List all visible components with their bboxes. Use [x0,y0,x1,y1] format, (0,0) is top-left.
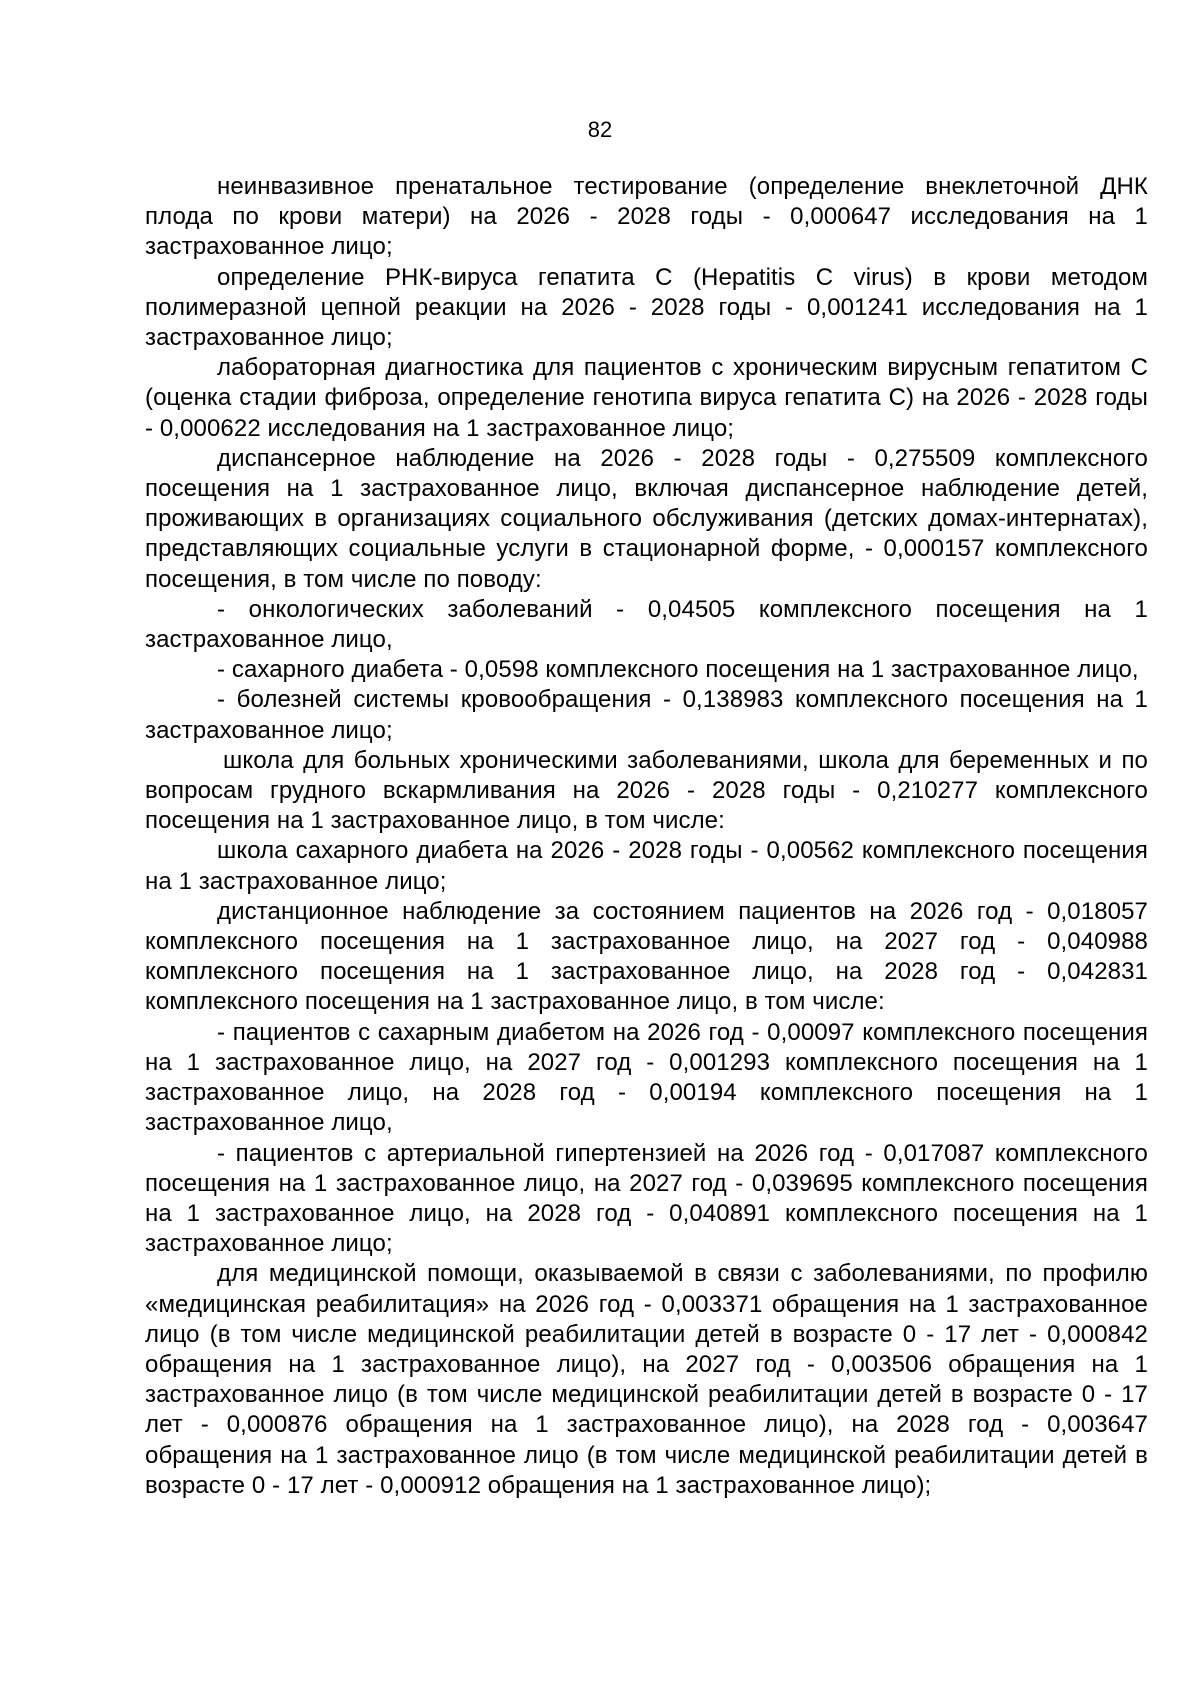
paragraph-remote-monitoring: дистанционное наблюдение за состоянием пациентов на 2026 год - 0,018057 комплексного посещения на 1 застрахованное лицо, на 2027 год - 0,040988 комплексного посещения на 1 застрахованное лицо, на 2028 год - 0,042831 комплексного посещения на 1 застрахованное лицо, в том числе: [145,897,1148,1016]
list-item-oncology: - онкологических заболеваний - 0,04505 комплексного посещения на 1 застрахованное лицо, [145,595,1148,654]
list-item-remote-hypertension: - пациентов с артериальной гипертензией на 2026 год - 0,017087 комплексного посещения на 1 застрахованное лицо, на 2027 год - 0,039695 комплексного посещения на 1 застрахованное лицо, на 2028 год - 0,040891 комплексного посещения на 1 застрахованное лицо; [145,1139,1148,1258]
paragraph-dispensary-observation: диспансерное наблюдение на 2026 - 2028 годы - 0,275509 комплексного посещения на 1 застрахованное лицо, включая диспансерное наблюдение детей, проживающих в организациях социального обслуживания (детских домах-интернатах), представляющих социальные услуги в стационарной форме, - 0,000157 комплексного посещения, в том числе по поводу: [145,444,1148,593]
document-body [145,172,1148,1501]
paragraph-patient-schools: школа для больных хроническими заболеваниями, школа для беременных и по вопросам грудного вскармливания на 2026 - 2028 годы - 0,210277 комплексного посещения на 1 застрахованное лицо, в том числе: [145,746,1148,835]
list-item-circulatory-diseases: - болезней системы кровообращения - 0,138983 комплексного посещения на 1 застрахованное лицо; [145,686,1148,744]
paragraph-medical-rehabilitation: для медицинской помощи, оказываемой в связи с заболеваниями, по профилю «медицинская реабилитация» на 2026 год - 0,003371 обращения на 1 застрахованное лицо (в том числе медицинской реабилитации детей в возрасте 0 - 17 лет - 0,000842 обращения на 1 застрахованное лицо), на 2027 год - 0,003506 обращения на 1 застрахованное лицо (в том числе медицинской реабилитации детей в возрасте 0 - 17 лет - 0,000876 обращения на 1 застрахованное лицо), на 2028 год - 0,003647 обращения на 1 застрахованное лицо (в том числе медицинской реабилитации детей в возрасте 0 - 17 лет - 0,000912 обращения на 1 застрахованное лицо); [145,1260,1148,1499]
list-item-diabetes: - сахарного диабета - 0,0598 комплексного посещения на 1 застрахованное лицо, [217,656,1139,684]
page-number: 82 [587,117,613,142]
paragraph-diabetes-school: школа сахарного диабета на 2026 - 2028 годы - 0,00562 комплексного посещения на 1 застрахованное лицо; [145,837,1148,895]
paragraph-prenatal-testing: неинвазивное пренатальное тестирование (определение внеклеточной ДНК плода по крови матери) на 2026 - 2028 годы - 0,000647 исследования на 1 застрахованное лицо; [145,173,1148,261]
paragraph-hepatitis-c-pcr: определение РНК-вируса гепатита С (Hepatitis C virus) в крови методом полимеразной цепной реакции на 2026 - 2028 годы - 0,001241 исследования на 1 застрахованное лицо; [145,263,1148,352]
list-item-remote-diabetes: - пациентов с сахарным диабетом на 2026 год - 0,00097 комплексного посещения на 1 застрахованное лицо, на 2027 год - 0,001293 комплексного посещения на 1 застрахованное лицо, на 2028 год - 0,00194 комплексного посещения на 1 застрахованное лицо, [145,1018,1148,1137]
paragraph-hepatitis-c-lab-diagnostics: лабораторная диагностика для пациентов с хроническим вирусным гепатитом С (оценка стадии фиброза, определение генотипа вируса гепатита С) на 2026 - 2028 годы - 0,000622 исследования на 1 застрахованное лицо; [145,354,1148,442]
